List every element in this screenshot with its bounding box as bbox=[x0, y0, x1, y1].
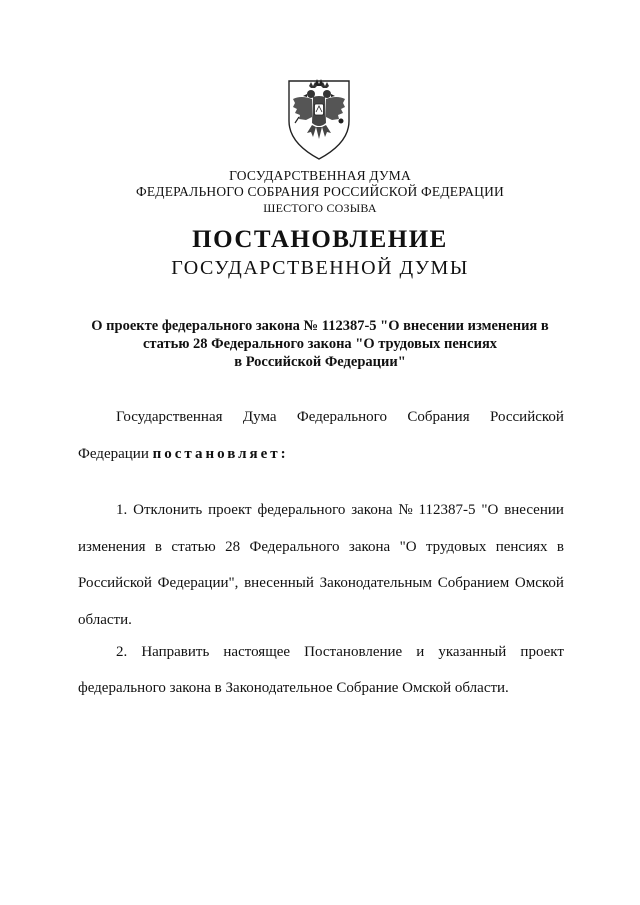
item1-word: пенсиях bbox=[495, 539, 548, 555]
item1-word: проект bbox=[208, 502, 252, 518]
item1-line-2 bbox=[78, 539, 564, 556]
header-line-2: ФЕДЕРАЛЬНОГО СОБРАНИЯ РОССИЙСКОЙ ФЕДЕРАЦИИ bbox=[136, 184, 504, 199]
item2-word: Постановление bbox=[304, 644, 403, 660]
preamble-word: Федерального bbox=[296, 409, 387, 425]
subject-line-3: в Российской Федерации" bbox=[234, 354, 406, 370]
header-line-1: ГОСУДАРСТВЕННАЯ ДУМА bbox=[229, 168, 411, 183]
item1-word: 112387-5 bbox=[418, 502, 476, 518]
item2-word: Направить bbox=[141, 644, 210, 660]
item1-word: внесенный bbox=[244, 575, 314, 591]
item1-word: № bbox=[398, 502, 413, 518]
preamble-federation: Федерации bbox=[78, 446, 149, 462]
item2-line-2: федерального закона в Законодательное Собрание Омской области. bbox=[78, 680, 509, 696]
subject-line-1: О проекте федерального закона № 112387-5 "О внесении изменения в bbox=[91, 318, 549, 334]
item1-word: Федерального bbox=[249, 539, 340, 555]
document-subtitle: ГОСУДАРСТВЕННОЙ ДУМЫ bbox=[171, 257, 469, 279]
item1-word: Омской bbox=[514, 575, 564, 591]
item1-word: статью bbox=[171, 539, 216, 555]
item1-word: федерального bbox=[257, 502, 346, 518]
preamble-word: Дума bbox=[242, 409, 277, 425]
item1-word: изменения bbox=[78, 539, 146, 555]
item2-word: проект bbox=[520, 644, 564, 660]
item2-word: и bbox=[416, 644, 425, 660]
item2-word: указанный bbox=[438, 644, 507, 660]
item1-word: внесении bbox=[504, 502, 564, 518]
item1-word: Федерации", bbox=[157, 575, 239, 591]
item1-word: 1. bbox=[116, 502, 128, 518]
header-line-3: ШЕСТОГО СОЗЫВА bbox=[263, 201, 377, 215]
item2-line-1 bbox=[116, 644, 564, 661]
preamble-line-2 bbox=[78, 446, 289, 463]
preamble-word: Российской bbox=[490, 409, 564, 425]
subject-line-2: статью 28 Федерального закона "О трудовых пенсиях bbox=[142, 336, 498, 352]
item1-word: в bbox=[154, 539, 163, 555]
item1-word: трудовых bbox=[425, 539, 487, 555]
item1-line-1 bbox=[116, 502, 564, 519]
item1-word: в bbox=[556, 539, 564, 555]
item1-line-3 bbox=[78, 575, 564, 592]
item1-word: Законодательным bbox=[319, 575, 432, 591]
preamble-line-1 bbox=[116, 409, 564, 426]
item1-word: Отклонить bbox=[133, 502, 203, 518]
preamble-word: Государственная bbox=[116, 409, 223, 425]
item1-word: Российской bbox=[78, 575, 152, 591]
item1-word: "О bbox=[399, 539, 417, 555]
item2-word: настоящее bbox=[223, 644, 291, 660]
item1-word: Собранием bbox=[437, 575, 510, 591]
item1-line-4: области. bbox=[78, 612, 132, 628]
item2-word: 2. bbox=[116, 644, 128, 660]
preamble-resolves: постановляет: bbox=[152, 446, 289, 462]
item1-word: 28 bbox=[225, 539, 241, 555]
preamble-word: Собрания bbox=[407, 409, 470, 425]
item1-word: "О bbox=[481, 502, 499, 518]
item1-word: закона bbox=[348, 539, 391, 555]
item1-word: закона bbox=[351, 502, 393, 518]
state-emblem-icon bbox=[283, 77, 355, 161]
document-title: ПОСТАНОВЛЕНИЕ bbox=[192, 226, 448, 253]
